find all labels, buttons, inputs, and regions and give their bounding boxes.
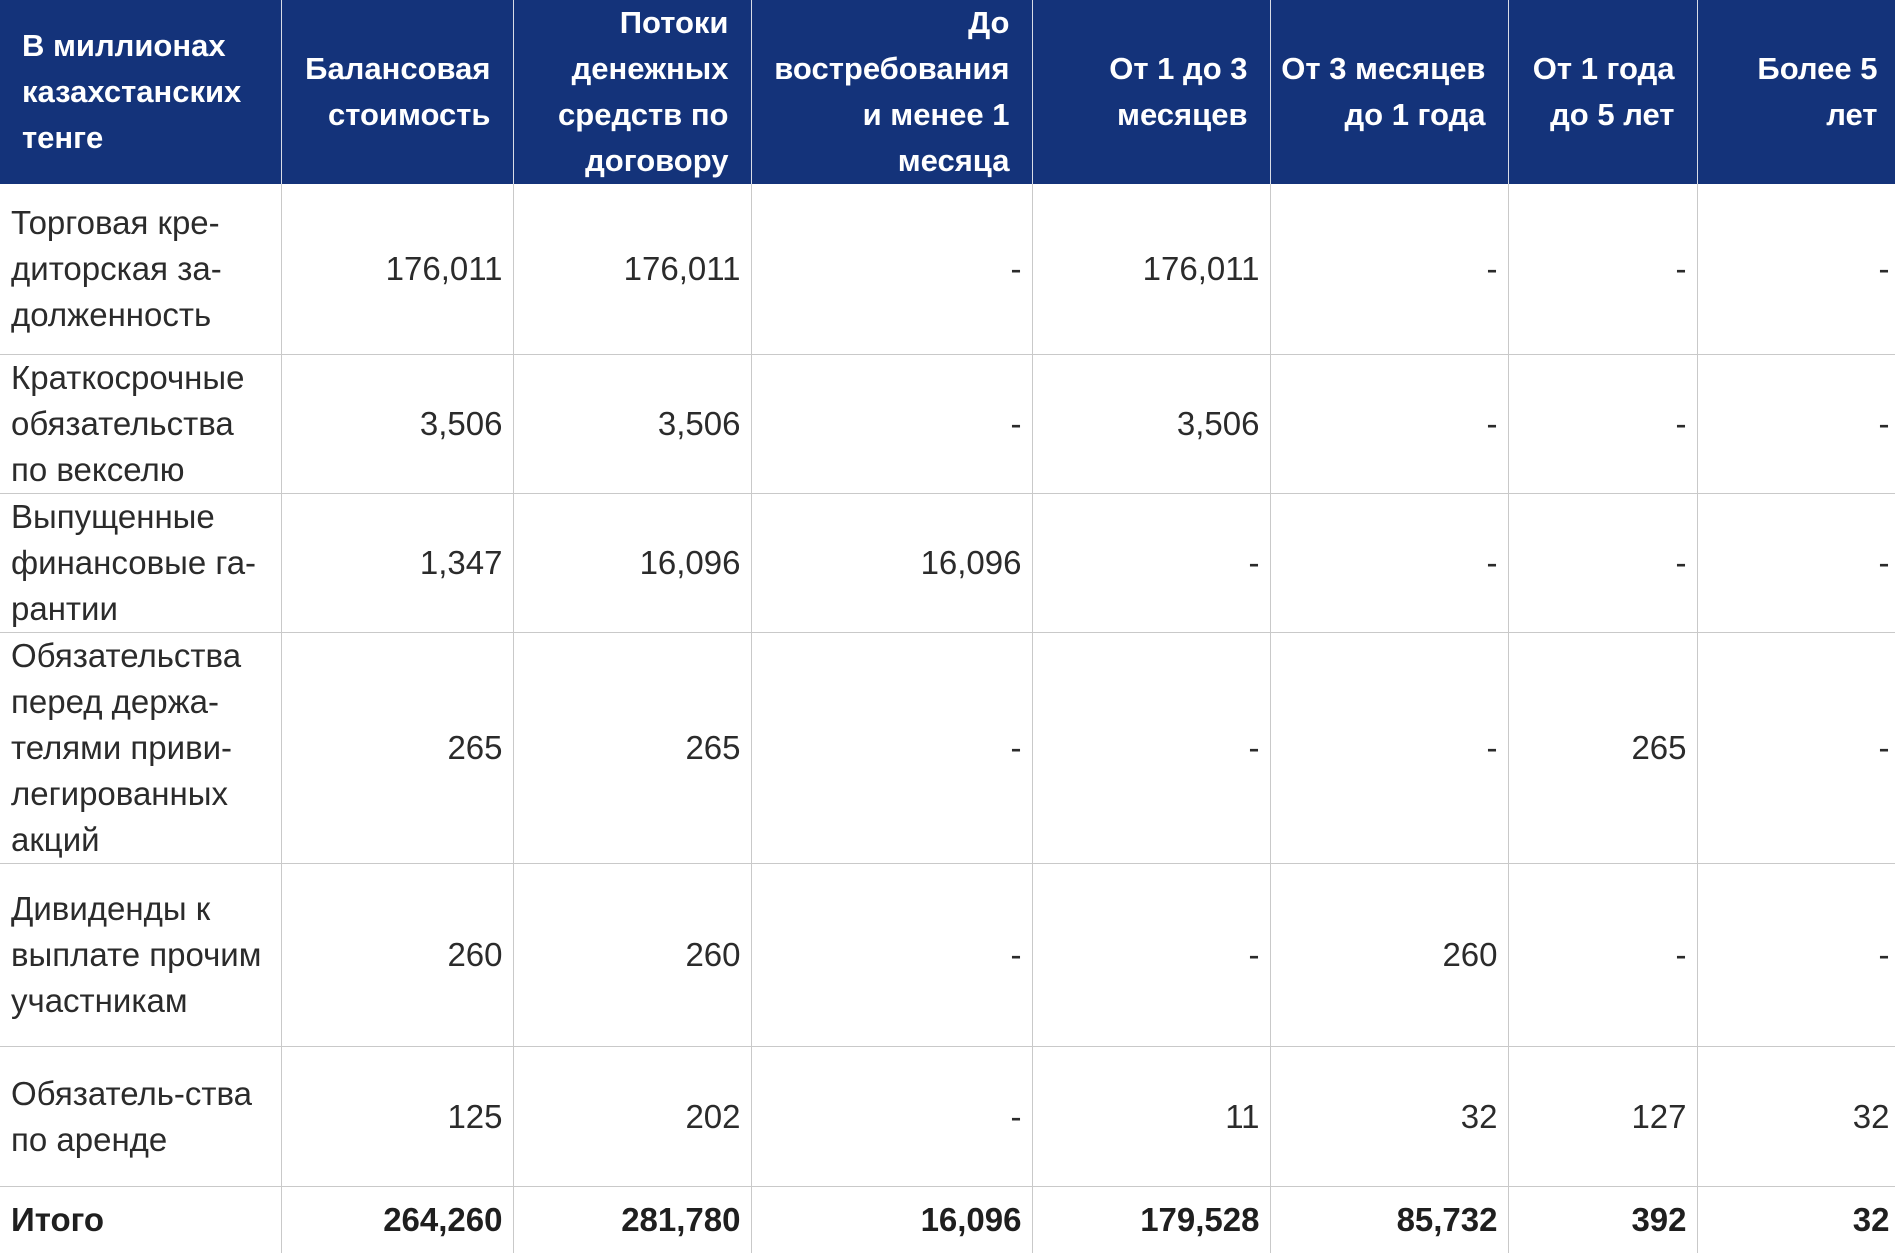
table-cell: - [1270,184,1508,355]
row-label: Выпущенные финансовые гарантии [0,494,281,633]
table-cell: - [1270,494,1508,633]
table-cell: 11 [1032,1047,1270,1187]
total-label: Итого [0,1187,281,1254]
row-label: Краткосрочные обязательства по векселю [0,355,281,494]
table-cell: - [751,1047,1032,1187]
table-cell: 265 [1508,633,1697,864]
table-cell: 265 [513,633,751,864]
table-cell: - [1032,864,1270,1047]
table-cell: - [751,184,1032,355]
table-cell: - [1508,355,1697,494]
header-row [0,0,1895,184]
table-cell: - [1032,633,1270,864]
table-cell: 260 [281,864,513,1047]
total-cell: 85,732 [1270,1187,1508,1254]
table-cell: 32 [1270,1047,1508,1187]
table-cell: - [1697,633,1895,864]
table-cell: - [1270,633,1508,864]
total-cell: 16,096 [751,1187,1032,1254]
table-row [0,494,1895,633]
table-cell: - [1508,494,1697,633]
table-cell: - [1508,864,1697,1047]
total-row [0,1187,1895,1254]
table-row [0,633,1895,864]
table-cell: - [1697,494,1895,633]
table-cell: 127 [1508,1047,1697,1187]
total-cell: 264,260 [281,1187,513,1254]
table-cell: - [1508,184,1697,355]
table-cell: - [1697,184,1895,355]
row-label: Торговая кредиторская задолженность [0,184,281,355]
total-cell: 281,780 [513,1187,751,1254]
table-cell: - [1697,355,1895,494]
table-cell: - [1270,355,1508,494]
table-cell: - [751,864,1032,1047]
table-row [0,355,1895,494]
table-cell: 176,011 [513,184,751,355]
table-cell: 3,506 [513,355,751,494]
table-row [0,864,1895,1047]
table-cell: 1,347 [281,494,513,633]
header-carrying-amount: Балансовая стоимость [281,0,513,184]
table-cell: - [1697,864,1895,1047]
header-on-demand: До востребования и менее 1 месяца [751,0,1032,184]
header-3-12-months: От 3 месяцев до 1 года [1270,0,1508,184]
table-row [0,184,1895,355]
table-cell: - [751,633,1032,864]
table-cell: 32 [1697,1047,1895,1187]
table-cell: 265 [281,633,513,864]
table-cell: 202 [513,1047,751,1187]
table-cell: 16,096 [513,494,751,633]
table-cell: 176,011 [1032,184,1270,355]
table-cell: 260 [513,864,751,1047]
table-row [0,1047,1895,1187]
table-cell: - [1032,494,1270,633]
row-label: Обязательства перед держателями привилегированных акций [0,633,281,864]
header-1-5-years: От 1 года до 5 лет [1508,0,1697,184]
header-units: В миллионах казахстанских тенге [0,0,281,184]
header-over-5-years: Более 5 лет [1697,0,1895,184]
total-cell: 32 [1697,1187,1895,1254]
table-cell: - [751,355,1032,494]
row-label: Дивиденды к выплате прочим участникам [0,864,281,1047]
header-1-3-months: От 1 до 3 месяцев [1032,0,1270,184]
table-cell: 3,506 [281,355,513,494]
table-cell: 3,506 [1032,355,1270,494]
row-label: Обязатель-ства по аренде [0,1047,281,1187]
table-cell: 176,011 [281,184,513,355]
table-cell: 16,096 [751,494,1032,633]
total-cell: 392 [1508,1187,1697,1254]
table-cell: 260 [1270,864,1508,1047]
total-cell: 179,528 [1032,1187,1270,1254]
header-contractual-cash-flows: Потоки денежных средств по договору [513,0,751,184]
table-cell: 125 [281,1047,513,1187]
